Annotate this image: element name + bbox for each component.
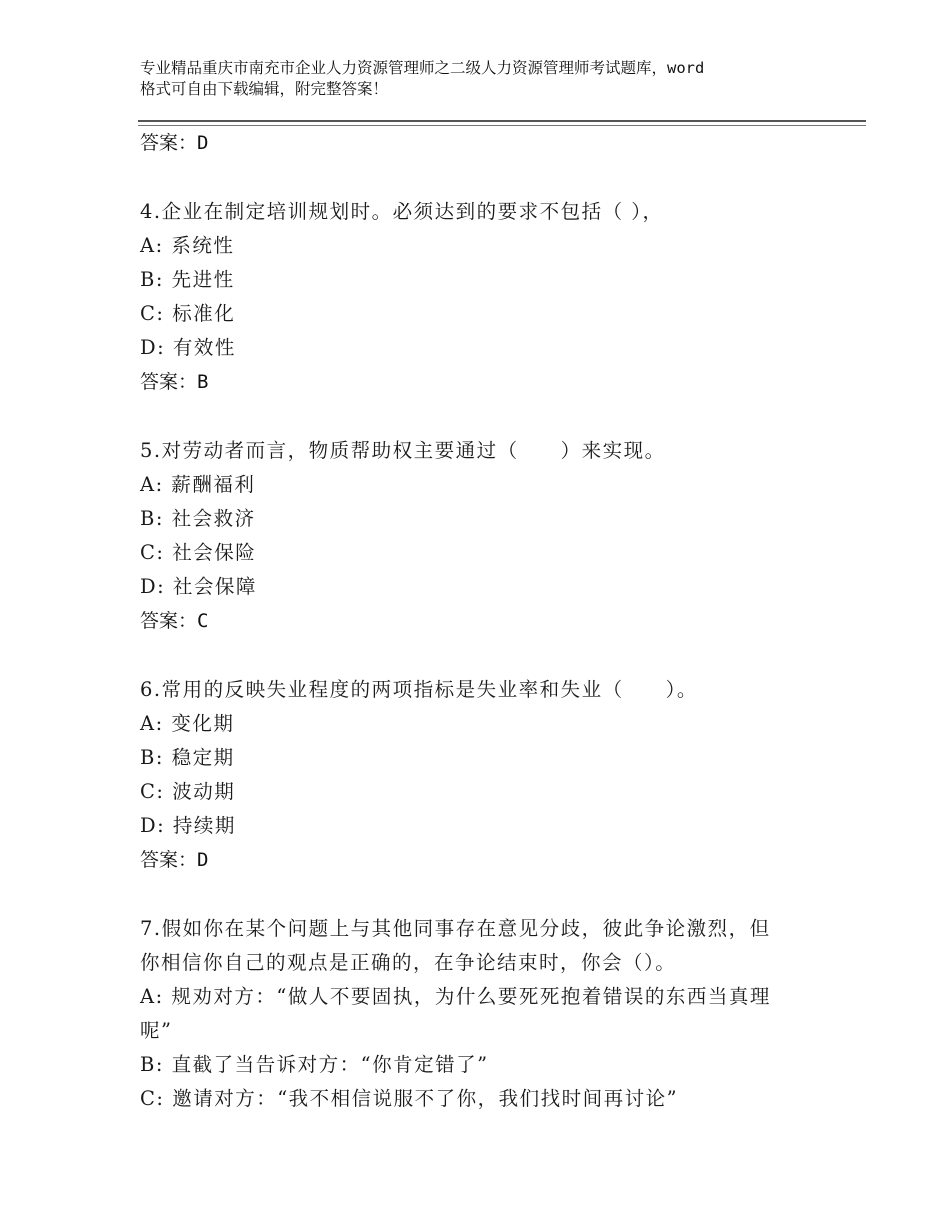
question-5-option-c: C: 社会保险 (140, 541, 257, 564)
question-5-option-a: A: 薪酬福利 (140, 473, 256, 496)
question-6-option-a: A: 变化期 (140, 712, 235, 735)
question-4-option-a: A: 系统性 (140, 234, 235, 257)
header-divider-thick (138, 120, 866, 122)
question-4-option-b: B: 先进性 (140, 268, 235, 291)
question-6-option-b: B: 稳定期 (140, 746, 235, 769)
question-7-option-a-line1: A: 规劝对方：“做人不要固执，为什么要死死抱着错误的东西当真理 (140, 985, 771, 1008)
answer-previous-question: 答案：D (140, 132, 209, 154)
question-4-answer: 答案：B (140, 371, 209, 393)
question-7-stem-line2: 你相信你自己的观点是正确的，在争论结束时，你会（）。 (140, 951, 677, 974)
question-4-option-c: C: 标准化 (140, 302, 236, 325)
page-header (140, 58, 830, 100)
header-divider-thin (138, 125, 866, 126)
question-7-option-b: B: 直截了当告诉对方：“你肯定错了” (140, 1053, 489, 1076)
header-title-line1: 专业精品重庆市南充市企业人力资源管理师之二级人力资源管理师考试题库，word (140, 59, 705, 77)
question-5-answer: 答案：C (140, 610, 209, 632)
question-4-stem: 4.企业在制定培训规划时。必须达到的要求不包括（ ）， (140, 200, 664, 223)
question-4-option-d: D: 有效性 (140, 336, 236, 359)
question-5-option-b: B: 社会救济 (140, 507, 256, 530)
question-5-option-d: D: 社会保障 (140, 575, 257, 598)
question-7-option-a-line2: 呢” (140, 1019, 173, 1042)
question-6-option-c: C: 波动期 (140, 780, 236, 803)
question-7-option-c: C: 邀请对方：“我不相信说服不了你，我们找时间再讨论” (140, 1087, 679, 1110)
question-5-stem: 5.对劳动者而言，物质帮助权主要通过（ ）来实现。 (140, 439, 666, 462)
question-6-option-d: D: 持续期 (140, 814, 236, 837)
header-title-line2: 格式可自由下载编辑，附完整答案！ (140, 80, 389, 98)
question-7-stem-line1: 7.假如你在某个问题上与其他同事存在意见分歧，彼此争论激烈，但 (140, 917, 771, 940)
question-6-stem: 6.常用的反映失业程度的两项指标是失业率和失业（ ）。 (140, 678, 698, 701)
question-6-answer: 答案：D (140, 849, 209, 871)
